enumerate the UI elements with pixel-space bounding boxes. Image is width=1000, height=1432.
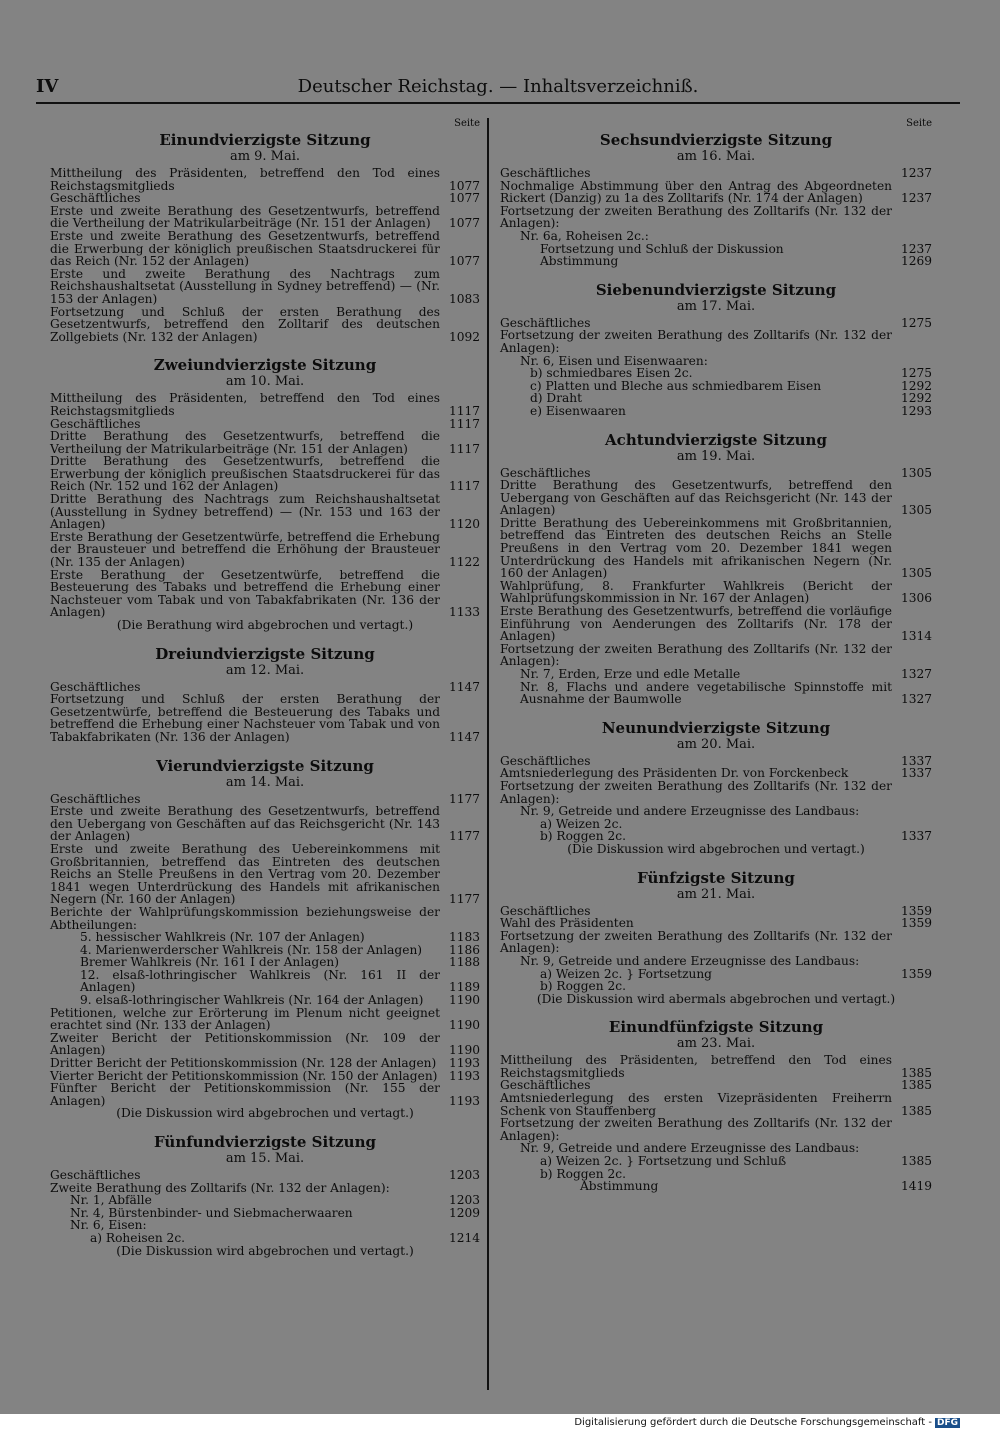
entry-text: Wahlprüfung, 8. Frankfurter Wahlkreis (Bericht der Wahlprüfungskommission in Nr. 167 der Anlagen) [500,578,892,606]
entry-text: a) Weizen 2c. } Fortsetzung und Schluß [540,1154,787,1169]
section-note: (Die Diskussion wird abgebrochen und vertagt.) [116,1106,414,1121]
entry-text: Nr. 6a, Roheisen 2c.: [520,228,649,243]
section-date: am 20. Mai. [676,736,756,752]
entry-page: 1183 [448,930,480,945]
sitzung-section [50,357,480,631]
toc-entry [500,643,932,668]
header-rule [36,102,960,104]
sitzung-section [50,132,480,343]
entry-text: Mittheilung des Präsidenten, betreffend den Tod eines Reichstagsmitglieds [500,1053,892,1080]
entry-text: Nr. 9, Getreide und andere Erzeugnisse des Landbaus: [520,1141,860,1156]
entry-page: 1305 [900,465,932,480]
entry-page: 1275 [900,366,932,381]
entry-page: 1190 [448,1018,480,1033]
entry-page: 1385 [900,1065,932,1080]
entry-text: Zweite Berathung des Zolltarifs (Nr. 132 der Anlagen): [50,1180,390,1195]
entry-text: Fortsetzung der zweiten Berathung des Zolltarifs (Nr. 132 der Anlagen): [500,778,892,806]
entry-text: b) Roggen 2c. [540,1166,626,1181]
entry-page: 1337 [900,753,932,768]
entry-page: 1122 [448,555,480,570]
entry-text: c) Platten und Bleche aus schmiedbarem Eisen [530,378,822,393]
entry-text: Nr. 9, Getreide und andere Erzeugnisse des Landbaus: [520,804,860,819]
entry-page: 1189 [448,980,480,995]
section-date: am 15. Mai. [225,1151,305,1166]
toc-entry [50,569,480,619]
entry-page: 1359 [900,966,932,981]
entry-text: Geschäftliches [500,166,591,180]
entry-page: 1188 [448,955,480,970]
seite-label: Seite [454,118,480,129]
toc-entry [500,479,932,517]
toc-entry [50,268,480,306]
section-title: Einundvierzigste Sitzung [159,131,371,149]
section-note: (Die Diskussion wird abgebrochen und vertagt.) [567,841,865,856]
entry-text: Berichte der Wahlprüfungskommission beziehungsweise der Abtheilungen: [50,904,440,932]
sitzung-section [500,282,932,418]
entry-page: 1147 [448,729,480,744]
entry-text: a) Roheisen 2c. [90,1230,186,1245]
toc-entry [500,780,932,805]
entry-text: Mittheilung des Präsidenten, betreffend den Tod eines Reichstagsmitglieds [50,166,440,193]
entry-text: Fortsetzung und Schluß der Diskussion [540,241,784,256]
toc-entry [50,994,480,1007]
entry-page: 1306 [900,591,932,606]
entry-text: Geschäftliches [50,191,141,206]
sitzung-section [50,758,480,1120]
sitzung-section [500,870,932,1006]
toc-entry [500,1168,932,1181]
entry-text: Zweiter Bericht der Petitionskommission (Nr. 109 der Anlagen) [50,1030,440,1058]
section-title: Zweiundvierzigste Sitzung [153,356,377,375]
section-title: Achtundvierzigste Sitzung [605,430,827,449]
seite-label: Seite [906,118,932,129]
entry-text: Nr. 6, Eisen: [70,1218,147,1233]
right-column [500,118,932,1207]
entry-page: 1147 [448,679,480,694]
entry-page: 1385 [900,1078,932,1093]
toc-entry [50,392,480,417]
entry-page: 1120 [448,517,480,532]
toc-entry [500,329,932,354]
entry-text: Geschäftliches [50,1168,141,1182]
entry-text: Petitionen, welche zur Erörterung im Plenum nicht geeignet erachtet sind (Nr. 133 der Anlagen) [50,1005,440,1033]
left-sections [50,132,480,1257]
entry-page: 1359 [900,903,932,918]
entry-text: Geschäftliches [50,416,141,431]
running-title: Deutscher Reichstag. — Inhaltsverzeichniß. [297,76,699,97]
entry-page: 1337 [900,829,932,844]
toc-entry [500,668,932,681]
toc-entry [50,1169,480,1182]
section-date: am 14. Mai. [225,774,305,790]
entry-text: a) Weizen 2c. [540,816,623,831]
entry-text: Nr. 1, Abfälle [70,1193,152,1208]
entry-text: Nochmalige Abstimmung über den Antrag des Abgeordneten Rickert (Danzig) zu 1a des Zolltarifs (Nr. 174 der Anlagen) [500,178,892,206]
entry-page: 1237 [900,241,932,256]
sitzung-section [50,646,480,744]
toc-entry [500,230,932,243]
entry-text: 5. hessischer Wahlkreis (Nr. 107 der Anlagen) [80,930,365,945]
entry-text: 9. elsaß-lothringischer Wahlkreis (Nr. 164 der Anlagen) [80,993,424,1008]
entry-text: Fünfter Bericht der Petitionskommission (Nr. 155 der Anlagen) [50,1081,440,1108]
entry-text: Nr. 4, Bürstenbinder- und Siebmacherwaaren [70,1205,353,1220]
entry-page: 1117 [448,479,480,494]
toc-entry [50,493,480,531]
toc-entry [500,367,932,380]
entry-page: 1359 [900,916,932,931]
entry-page: 1292 [900,391,932,406]
toc-entry [50,843,480,906]
section-title: Einundfünfzigste Sitzung [608,1018,824,1037]
section-note: (Die Berathung wird abgebrochen und vertagt.) [116,618,414,632]
toc-entry [50,531,480,569]
toc-entry [500,917,932,930]
entry-text: Erste Berathung der Gesetzentwürfe, betreffend die Besteuerung des Tabaks und betreffend die Erhebung einer Nachsteuer vom Tabak und von Tabakfabrikaten (Nr. 136 der Anlagen) [50,567,440,620]
toc-entry [500,205,932,230]
section-note: (Die Diskussion wird abermals abgebrochen und vertagt.) [536,991,896,1006]
entry-text: Erste Berathung der Gesetzentwürfe, betreffend die Erhebung der Brausteuer und betreffend die Erhöhung der Brausteuer (Nr. 135 der Anlagen) [50,529,440,570]
toc-entry [50,1082,480,1107]
entry-text: b) schmiedbares Eisen 2c. [530,366,693,381]
toc-entry [500,180,932,205]
entry-page: 1385 [900,1103,932,1118]
entry-text: Erste und zweite Berathung des Gesetzentwurfs, betreffend die Erwerbung der königlich preußischen Staatsdruckerei für das Reich (Nr. 152 der Anlagen) [50,228,440,269]
section-title: Dreiundvierzigste Sitzung [155,644,375,663]
column-divider [487,118,489,1390]
entry-page: 1237 [900,166,932,180]
toc-entry [50,956,480,969]
entry-text: Mittheilung des Präsidenten, betreffend den Tod eines Reichstagsmitglieds [50,391,440,418]
entry-text: Vierter Bericht der Petitionskommission (Nr. 150 der Anlagen) [50,1068,438,1083]
entry-page: 1269 [900,254,932,269]
entry-page: 1193 [448,1068,480,1083]
section-date: am 23. Mai. [676,1036,756,1052]
entry-text: Geschäftliches [500,465,591,480]
entry-text: Erste und zweite Berathung des Uebereinkommens mit Großbritannien, betreffend das Eintreten des deutschen Reichs an Stelle Preußens in den Vertrag vom 20. Dezember 1841 wegen Unterdrückung des Handels mit afrikanischen Negern (Nr. 160 der Anlagen) [50,841,440,907]
toc-entry [500,980,932,993]
section-title: Neunundvierzigste Sitzung [601,718,831,737]
toc-entry [500,1054,932,1079]
entry-text: a) Weizen 2c. } Fortsetzung [540,966,712,981]
entry-text: Fortsetzung und Schluß der ersten Berathung der Gesetzentwürfe, betreffend die Besteuerung des Tabaks und betreffend die Erhebung einer Nachsteuer vom Tabak und von Tabakfabrikaten (Nr. 136 der Anlagen) [50,692,440,744]
entry-page: 1133 [448,605,480,620]
toc-entry [500,930,932,955]
entry-page: 1193 [448,1093,480,1108]
entry-text: Fortsetzung der zweiten Berathung des Zolltarifs (Nr. 132 der Anlagen): [500,328,892,355]
entry-page: 1305 [900,503,932,518]
toc-entry [50,230,480,268]
sitzung-section [500,720,932,856]
toc-entry [50,192,480,205]
left-column [50,118,480,1271]
section-title: Siebenundvierzigste Sitzung [595,280,837,299]
toc-entry [50,1032,480,1057]
entry-page: 1177 [448,892,480,907]
footer [574,1417,960,1428]
entry-text: Geschäftliches [500,1078,591,1093]
entry-text: Geschäftliches [50,791,141,806]
toc-entry [50,1232,480,1245]
entry-page: 1077 [448,191,480,206]
dfg-logo: DFG [936,1418,958,1428]
section-date: am 19. Mai. [676,448,756,464]
sitzung-section [500,432,932,706]
entry-text: Abstimmung [540,254,619,269]
entry-text: Nr. 7, Erden, Erze und edle Metalle [520,667,741,681]
entry-text: Fortsetzung der zweiten Berathung des Zolltarifs (Nr. 132 der Anlagen): [500,203,892,231]
entry-text: Fortsetzung der zweiten Berathung des Zolltarifs (Nr. 132 der Anlagen): [500,928,892,956]
entry-text: Wahl des Präsidenten [500,916,634,931]
section-title: Fünfundvierzigste Sitzung [154,1133,376,1151]
entry-page: 1117 [448,416,480,431]
entry-page: 1337 [900,766,932,781]
entry-text: Bremer Wahlkreis (Nr. 161 I der Anlagen) [80,955,340,970]
entry-page: 1177 [448,791,480,806]
entry-text: b) Roggen 2c. [540,979,626,994]
toc-entry [500,1155,932,1168]
entry-page: 1177 [448,829,480,844]
toc-entry [50,1194,480,1207]
page-number: IV [36,76,59,97]
toc-entry [50,906,480,931]
entry-text: Erste Berathung des Gesetzentwurfs, betreffend die vorläufige Einführung von Aenderungen des Zolltarifs (Nr. 178 der Anlagen) [500,604,892,644]
entry-page: 1327 [900,667,932,681]
entry-page: 1190 [448,993,480,1008]
entry-text: b) Roggen 2c. [540,829,626,844]
entry-text: Dritter Bericht der Petitionskommission (Nr. 128 der Anlagen) [50,1056,437,1071]
entry-page: 1292 [900,378,932,393]
section-date: am 16. Mai. [676,149,756,164]
entry-text: Nr. 8, Flachs und andere vegetabilische Spinnstoffe mit Ausnahme der Baumwolle [520,679,892,707]
toc-entry [50,931,480,944]
entry-text: Geschäftliches [500,903,591,918]
entry-page: 1092 [448,329,480,344]
entry-text: 4. Marienwerderscher Wahlkreis (Nr. 158 der Anlagen) [80,942,423,957]
entry-text: Dritte Berathung des Nachtrags zum Reichshaushaltsetat (Ausstellung in Sydney betreffend) — (Nr. 153 und 163 der Anlagen) [50,492,440,532]
entry-page: 1385 [900,1154,932,1169]
toc-entry [50,969,480,994]
entry-text: Dritte Berathung des Gesetzentwurfs, betreffend die Vertheilung der Matrikularbeiträge (Nr. 151 der Anlagen) [50,429,440,456]
entry-page: 1077 [448,216,480,231]
entry-page: 1209 [448,1205,480,1220]
entry-page: 1293 [900,403,932,418]
sitzung-section [500,1019,932,1193]
toc-entry [500,255,932,268]
toc-entry [500,580,932,605]
entry-text: Erste und zweite Berathung des Gesetzentwurfs, betreffend den Uebergang von Geschäften auf das Reichsgericht (Nr. 143 der Anlagen) [50,804,440,844]
toc-entry [50,306,480,344]
entry-text: Nr. 9, Getreide und andere Erzeugnisse des Landbaus: [520,953,860,968]
section-title: Sechsundvierzigste Sitzung [599,131,833,149]
entry-page: 1117 [448,441,480,456]
section-date: am 10. Mai. [225,374,305,390]
entry-page: 1305 [900,566,932,581]
toc-entry [500,1180,932,1193]
footer-text: Digitalisierung gefördert durch die Deutsche Forschungsgemeinschaft - [574,1417,932,1428]
entry-page: 1203 [448,1168,480,1182]
entry-page: 1275 [900,315,932,330]
entry-page: 1237 [900,191,932,206]
toc-entry [50,455,480,493]
entry-text: Geschäftliches [50,679,141,694]
entry-page: 1419 [900,1179,932,1194]
entry-text: Geschäftliches [500,315,591,330]
entry-page: 1077 [448,178,480,193]
section-date: am 17. Mai. [676,298,756,314]
entry-page: 1327 [900,692,932,707]
entry-text: e) Eisenwaaren [530,403,626,418]
entry-text: Geschäftliches [500,753,591,768]
entry-text: Amtsniederlegung des Präsidenten Dr. von Forckenbeck [500,766,849,781]
toc-entry [50,693,480,743]
entry-page: 1083 [448,291,480,306]
page-header [36,72,960,98]
entry-text: Dritte Berathung des Gesetzentwurfs, betreffend den Uebergang von Geschäften auf das Reichsgericht (Nr. 143 der Anlagen) [500,478,892,518]
toc-entry [500,605,932,643]
entry-text: Abstimmung [580,1179,659,1194]
toc-entry [50,805,480,843]
toc-entry [500,405,932,418]
toc-entry [500,805,932,818]
toc-entry [50,1007,480,1032]
entry-text: Fortsetzung und Schluß der ersten Berathung des Gesetzentwurfs, betreffend den Zolltarif des deutschen Zollgebiets (Nr. 132 der Anlagen) [50,304,440,344]
entry-page: 1077 [448,254,480,269]
entry-page: 1117 [448,403,480,418]
toc-entry [500,681,932,706]
toc-entry [500,517,932,580]
section-title: Vierundvierzigste Sitzung [156,756,374,775]
section-note: (Die Diskussion wird abgebrochen und vertagt.) [116,1243,414,1258]
toc-entry [500,1117,932,1142]
section-date: am 9. Mai. [229,149,301,164]
section-date: am 12. Mai. [225,662,305,678]
entry-text: Erste und zweite Berathung des Gesetzentwurfs, betreffend die Vertheilung der Matrikularbeiträge (Nr. 151 der Anlagen) [50,203,440,231]
entry-page: 1186 [448,942,480,957]
entry-text: Fortsetzung der zweiten Berathung des Zolltarifs (Nr. 132 der Anlagen): [500,1116,892,1143]
entry-text: Amtsniederlegung des ersten Vizepräsidenten Freiherrn Schenk von Stauffenberg [500,1091,892,1118]
toc-entry [500,1092,932,1117]
toc-entry [50,430,480,455]
toc-entry [50,1057,480,1070]
entry-page: 1203 [448,1193,480,1208]
entry-text: Dritte Berathung des Gesetzentwurfs, betreffend die Erwerbung der königlich preußischen Staatsdruckerei für das Reich (Nr. 152 und 162 der Anlagen) [50,454,440,494]
toc-entry [50,205,480,230]
entry-page: 1190 [448,1043,480,1058]
section-title: Fünfzigste Sitzung [637,868,795,887]
entry-page: 1214 [448,1230,480,1245]
entry-text: Erste und zweite Berathung des Nachtrags zum Reichshaushaltsetat (Ausstellung in Sydney betreffend) — (Nr. 153 der Anlagen) [50,266,440,306]
toc-entry [50,167,480,192]
sitzung-section [500,132,932,268]
entry-text: Dritte Berathung des Uebereinkommens mit Großbritannien, betreffend das Eintreten des deutschen Reichs an Stelle Preußens in den Vertrag vom 20. Dezember 1841 wegen Unterdrückung des Handels mit afrikanischen Negern (Nr. 160 der Anlagen) [500,515,892,581]
entry-text: Nr. 6, Eisen und Eisenwaaren: [520,353,708,368]
entry-text: 12. elsaß-lothringischer Wahlkreis (Nr. 161 II der Anlagen) [80,967,440,995]
entry-page: 1314 [900,629,932,644]
toc-entry [500,167,932,180]
entry-text: d) Draht [530,391,583,406]
right-sections [500,132,932,1193]
entry-page: 1193 [448,1056,480,1071]
sitzung-section [50,1134,480,1257]
entry-text: Fortsetzung der zweiten Berathung des Zolltarifs (Nr. 132 der Anlagen): [500,641,892,669]
section-date: am 21. Mai. [676,886,756,902]
toc-entry [500,955,932,968]
